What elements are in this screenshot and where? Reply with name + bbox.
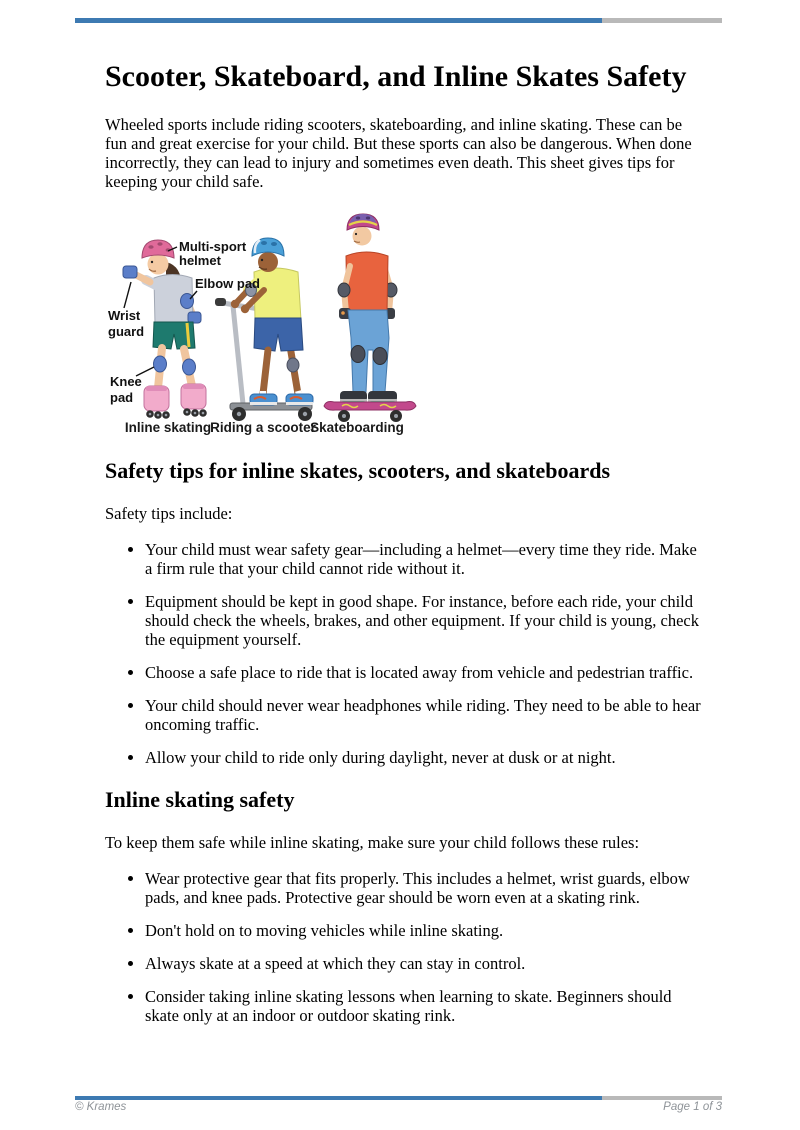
list-item: • Choose a safe place to ride that is located away from vehicle and pedestrian traffic. <box>145 663 702 682</box>
list-item: • Consider taking inline skating lessons when learning to skate. Beginners should skate only at an indoor or outdoor skating rink. <box>145 987 702 1025</box>
svg-text:pad: pad <box>110 390 134 405</box>
section-intro-safety-tips: Safety tips include: <box>105 504 233 523</box>
list-item: • Your child must wear safety gear—including a helmet—every time they ride. Make a firm rule that your child cannot ride without it. <box>145 540 702 578</box>
footer-rule-gray-segment <box>602 1096 722 1100</box>
safety-tips-list <box>105 540 702 767</box>
section-heading-safety-tips: Safety tips for inline skates, scooters, and skateboards <box>105 458 611 483</box>
header-rule-gray-segment <box>602 18 722 23</box>
footer-rule-blue-segment <box>75 1096 602 1100</box>
section-heading-inline-skating: Inline skating safety <box>105 787 295 812</box>
elbow-pad <box>181 294 194 309</box>
footer-rule <box>75 1096 722 1100</box>
skateboard <box>324 402 416 411</box>
svg-text:guard: guard <box>108 324 145 339</box>
caption-skateboarding: Skateboarding <box>310 420 404 435</box>
svg-text:helmet: helmet <box>179 253 221 268</box>
intro-paragraph: Wheeled sports include riding scooters, skateboarding, and inline skating. These can be fun and great exercise for your child. But these sports can also be dangerous. When done incorrectly, they can lead to injury and sometimes even death. This sheet gives tips for keeping your child safe. <box>105 115 692 191</box>
page-title: Scooter, Skateboard, and Inline Skates Safety <box>105 60 687 93</box>
copyright-text: © Krames <box>75 1101 127 1113</box>
list-item: • Allow your child to ride only during daylight, never at dusk or at night. <box>145 748 702 767</box>
list-item: • Don't hold on to moving vehicles while inline skating. <box>145 921 702 940</box>
list-item: • Equipment should be kept in good shape. For instance, before each ride, your child should check the wheels, brakes, and other equipment. If your child is young, check the equipment yourself. <box>145 592 702 649</box>
header-rule <box>75 18 722 23</box>
list-item: • Wear protective gear that fits properly. This includes a helmet, wrist guards, elbow pads, and knee pads. Protective gear should be worn even at a skating rink. <box>145 869 702 907</box>
wrist-guard <box>123 266 137 278</box>
page-footer <box>75 1101 722 1113</box>
header-rule-blue-segment <box>75 18 602 23</box>
safety-gear-illustration-svg <box>102 210 422 438</box>
list-item: • Your child should never wear headphones while riding. They need to be able to hear oncoming traffic. <box>145 696 702 734</box>
safety-gear-illustration <box>102 210 422 438</box>
document-content <box>105 40 702 1025</box>
scooter-rider-figure <box>215 238 313 421</box>
caption-inline-skating: Inline skating <box>124 420 212 435</box>
label-wrist-guard: Wrist <box>108 308 141 323</box>
label-multi-sport-helmet: Multi-sport <box>179 239 247 254</box>
knee-pad <box>154 356 167 372</box>
section-intro-inline-skating: To keep them safe while inline skating, make sure your child follows these rules: <box>105 833 640 852</box>
label-knee-pad: Knee <box>110 374 142 389</box>
caption-riding-a-scooter: Riding a scooter <box>210 420 316 435</box>
list-item: • Always skate at a speed at which they can stay in control. <box>145 954 702 973</box>
page-indicator: Page 1 of 3 <box>663 1101 722 1113</box>
illustration-captions <box>125 420 404 435</box>
inline-skating-rules-list <box>105 869 702 1025</box>
skateboarder-figure <box>324 214 416 422</box>
label-elbow-pad: Elbow pad <box>195 276 260 291</box>
